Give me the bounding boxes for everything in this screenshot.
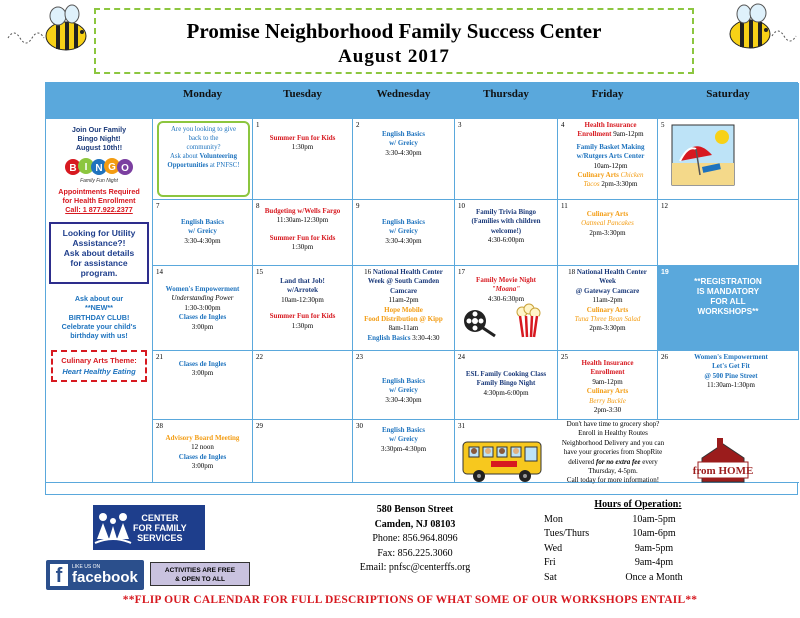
bee-icon-right [718, 4, 798, 56]
from-home-badge [692, 438, 754, 491]
org-name: CENTER FOR FAMILY SERVICES [133, 512, 187, 543]
weekday-header: Tuesday [253, 83, 353, 119]
weekday-header: Friday [558, 83, 658, 119]
culinary-theme-box: Culinary Arts Theme: Heart Healthy Eating [51, 350, 147, 382]
weekday-header: Thursday [455, 83, 558, 119]
calendar-header [94, 8, 694, 74]
weekday-header: Monday [153, 83, 253, 119]
day-cell: 7 English Basics w/ Greicy 3:30-4:30pm [153, 200, 253, 266]
svg-text:N: N [95, 162, 103, 174]
day-number: 11 [561, 202, 568, 210]
day-number: 4 [561, 121, 565, 129]
day-cell: 11 Culinary Arts Oatmeal Pancakes 2pm-3:30pm [558, 200, 658, 266]
health-appointments-note: Appointments Required for Health Enrollment Call: 1 877.922.2377 [58, 186, 140, 215]
day-number: 30 [356, 422, 363, 430]
hours-row: Fri 9am-4pm [544, 557, 674, 568]
day-cell: 30 English Basics w/ Greicy 3:30pm-4:30pm [353, 420, 455, 483]
day-cell: 15 Land that Job! w/Arrotek 10am-12:30pm Summer Fun for Kids 1:30pm [253, 266, 353, 351]
flip-calendar-banner: **FLIP OUR CALENDAR FOR FULL DESCRIPTIONS OF WHAT SOME OF OUR WORKSHOPS ENTAIL** [122, 594, 698, 606]
contact-info: 580 Benson Street Camden, NJ 08103 Phone: 856.964.8096 Fax: 856.225.3060 Email: pnfsc@centerffs.org [340, 503, 490, 576]
day-cell: 24 ESL Family Cooking Class Family Bingo Night 4:30pm-6:00pm [455, 351, 558, 420]
grocery-delivery-note: Don't have time to grocery shop? Enroll in Healthy Routes Neighborhood Delivery and you can have your groceries from ShopRite delivered for no extra fee every Thursday, 4-5pm. Call today for more information! [561, 420, 665, 485]
hours-row: Sat Once a Month [544, 571, 683, 583]
corner-cell [46, 83, 153, 119]
day-number: 29 [256, 422, 263, 430]
weekday-header: Wednesday [353, 83, 455, 119]
hours-of-operation: Hours of Operation: Mon 10am-5pm Tues/Thurs 10am-6pm Wed 9am-5pm Fri 9am-4pm Sat Once a Month [544, 498, 704, 585]
film-reel-icon [463, 308, 497, 341]
registration-notice: 19 **REGISTRATION IS MANDATORY FOR ALL WORKSHOPS** [658, 266, 799, 351]
day-cell: 17 Family Movie Night "Moana" 4:30-6:30pm [455, 266, 558, 351]
facebook-icon: f [50, 564, 68, 586]
beach-clipart [672, 125, 734, 188]
day-cell-promo [153, 119, 253, 200]
day-cell: 26 Women's Empowerment Let's Get Fit @ 500 Pine Street 11:30am-1:30pm [658, 351, 799, 420]
day-cell [658, 200, 799, 266]
email-link[interactable]: Email: pnfsc@centerffs.org [359, 562, 471, 573]
day-number: 19 [661, 269, 669, 276]
day-number: 25 [561, 353, 568, 361]
bingo-promo: Join Our Family Bingo Night! August 10th!! [71, 125, 127, 153]
hours-row: Mon 10am-5pm [544, 513, 676, 525]
day-number: 28 [156, 422, 163, 430]
popcorn-icon [513, 304, 543, 341]
family-figures-icon [93, 505, 133, 550]
day-cell: 25 Health Insurance Enrollment 9am-12pm Culinary Arts Berry Buckle 2pm-3:30 [558, 351, 658, 420]
day-cell: 4 Health Insurance Enrollment 9am-12pm Family Basket Making w/Rutgers Arts Center 10am-12pm Culinary Arts Chicken Tacos 2pm-3:30pm [558, 119, 658, 200]
day-number: 17 [458, 268, 465, 276]
activities-free-badge: ACTIVITIES ARE FREE & OPEN TO ALL [150, 562, 250, 586]
svg-text:O: O [121, 162, 129, 174]
volunteer-promo: Are you looking to give back to the community? Ask about Volunteering Opportunities at PNFSC! [157, 121, 250, 197]
day-cell: 16 National Health Center Week @ South Camden Camcare 11am-2pm Hope Mobile Food Distribution @ Kipp 8am-11am English Basics 3:30-4:30 [353, 266, 455, 351]
day-number: 3 [458, 121, 462, 129]
day-cell: 21 Clases de Ingles 3:00pm [153, 351, 253, 420]
day-cell: 14 Women's Empowerment Understanding Power 1:30-3:00pm Clases de Ingles 3:00pm [153, 266, 253, 351]
day-number: 14 [156, 268, 163, 276]
utility-assistance-box: Looking for Utility Assistance?! Ask about details for assistance program. [49, 222, 149, 284]
hours-row: Wed 9am-5pm [544, 542, 674, 554]
day-number: 8 [256, 202, 260, 210]
day-number: 5 [661, 121, 665, 129]
sidebar [46, 119, 153, 483]
weekday-header: Saturday [658, 83, 799, 119]
facebook-link[interactable]: f LIKE US ON facebook [46, 560, 144, 590]
day-number: 1 [256, 121, 260, 129]
day-cell: 9 English Basics w/ Greicy 3:30-4:30pm [353, 200, 455, 266]
day-cell [658, 119, 799, 200]
page-title: Promise Neighborhood Family Success Center [186, 19, 602, 43]
svg-text:from HOME: from HOME [692, 465, 754, 477]
day-number: 15 [256, 268, 263, 276]
center-for-family-services-logo [93, 505, 205, 550]
day-cell: 1 Summer Fun for Kids 1:30pm [253, 119, 353, 200]
day-cell [253, 351, 353, 420]
day-number: 26 [661, 353, 668, 361]
day-cell: 10 Family Trivia Bingo (Families with children welcome!) 4:30-6:00pm [455, 200, 558, 266]
day-number: 21 [156, 353, 163, 361]
bingo-logo [64, 156, 134, 184]
svg-text:I: I [84, 161, 88, 173]
day-number: 23 [356, 353, 363, 361]
day-cell: 18 National Health Center Week @ Gateway Camcare 11am-2pm Culinary Arts Tuna Three Bean Salad 2pm-3:30pm [558, 266, 658, 351]
day-cell: 8 Budgeting w/Wells Fargo 11:30am-12:30pm Summer Fun for Kids 1:30pm [253, 200, 353, 266]
hours-row: Tues/Thurs 10am-6pm [544, 528, 676, 539]
school-bus-icon [461, 430, 545, 491]
day-number: 10 [458, 202, 465, 210]
day-number: 24 [458, 353, 465, 361]
day-cell: 28 Advisory Board Meeting 12 noon Clases de Ingles 3:00pm [153, 420, 253, 483]
day-cell: 2 English Basics w/ Greicy 3:30-4:30pm [353, 119, 455, 200]
day-number: 31 [458, 422, 465, 430]
day-number: 18 [568, 268, 576, 276]
day-cell [253, 420, 353, 483]
day-number: 16 [364, 268, 372, 276]
day-number: 2 [356, 121, 360, 129]
month-title: August 2017 [338, 46, 450, 67]
birthday-club-note: Ask about our **NEW** BIRTHDAY CLUB! Celebrate your child's birthday with us! [61, 294, 137, 341]
day-number: 12 [661, 202, 668, 210]
day-number: 7 [156, 202, 160, 210]
calendar-grid [45, 82, 798, 495]
bee-icon-left [6, 4, 90, 56]
svg-text:G: G [108, 161, 116, 173]
day-number: 9 [356, 202, 360, 210]
day-cell: 23 English Basics w/ Greicy 3:30-4:30pm [353, 351, 455, 420]
svg-text:Family Fun Night: Family Fun Night [80, 177, 118, 184]
day-number: 22 [256, 353, 263, 361]
svg-text:B: B [69, 162, 77, 174]
day-cell [455, 119, 558, 200]
